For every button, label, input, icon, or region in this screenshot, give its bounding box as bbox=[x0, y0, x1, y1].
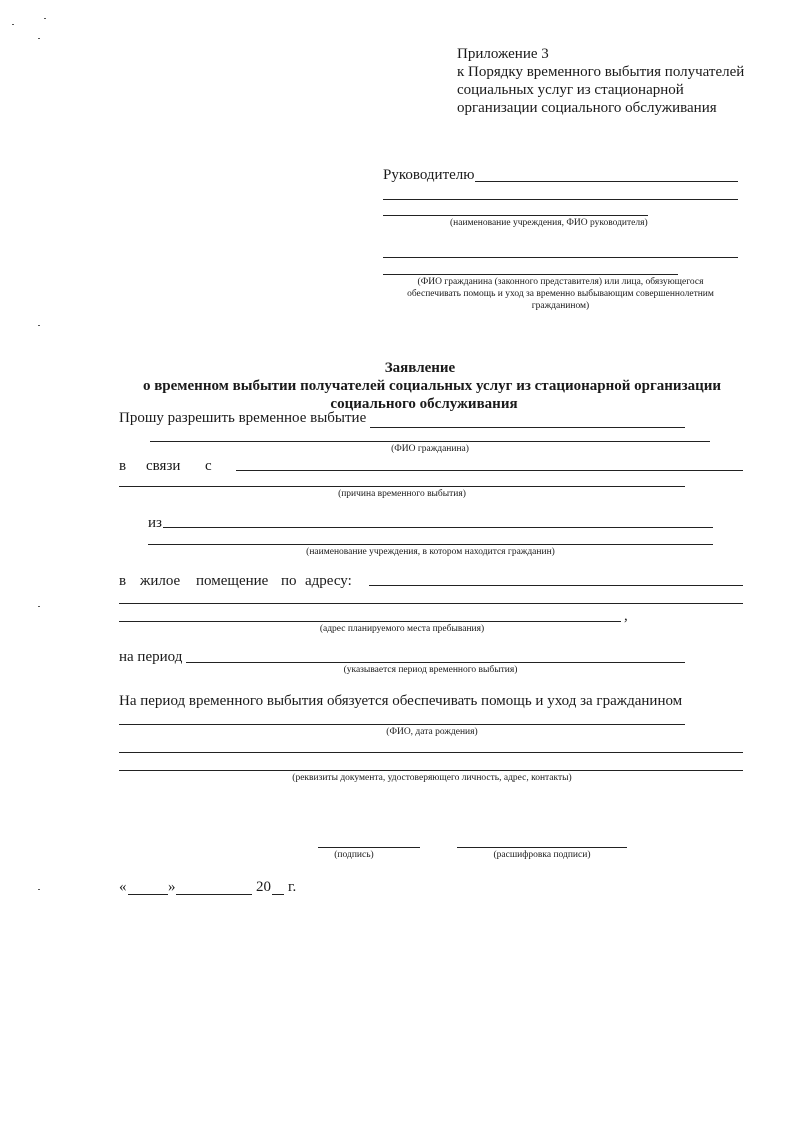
from-label: из bbox=[148, 515, 162, 531]
year-field[interactable] bbox=[272, 894, 284, 895]
to-word: адресу: bbox=[305, 573, 352, 589]
period-field[interactable] bbox=[186, 662, 685, 663]
title-line: социального обслуживания bbox=[330, 396, 518, 412]
to-word: в bbox=[119, 573, 127, 589]
title-line: Заявление bbox=[384, 360, 456, 376]
due-word: в bbox=[119, 458, 127, 474]
reason-field[interactable] bbox=[236, 470, 743, 471]
day-field[interactable] bbox=[128, 894, 168, 895]
field-hint: (реквизиты документа, удостоверяющего личность, адрес, контакты) bbox=[292, 773, 572, 783]
scan-speck bbox=[12, 24, 14, 25]
annex-line: социальных услуг из стационарной bbox=[457, 82, 684, 98]
year-prefix: 20 bbox=[256, 879, 271, 895]
address-comma: , bbox=[624, 608, 628, 624]
date-open-quote: « bbox=[119, 879, 127, 895]
applicant-field[interactable] bbox=[383, 274, 678, 275]
field-hint: (расшифровка подписи) bbox=[493, 850, 591, 860]
scan-speck bbox=[44, 18, 46, 19]
field-hint: гражданином) bbox=[531, 301, 590, 311]
address-field[interactable] bbox=[369, 585, 743, 586]
field-hint: (указывается период временного выбытия) bbox=[343, 665, 518, 675]
field-hint: (подпись) bbox=[334, 850, 374, 860]
caregiver-field[interactable] bbox=[119, 724, 685, 725]
due-word: с bbox=[205, 458, 212, 474]
addressee-field[interactable] bbox=[383, 199, 738, 200]
field-hint: (наименование учреждения, в котором находится гражданин) bbox=[306, 547, 555, 557]
care-label: На период временного выбытия обязуется обеспечивать помощь и уход за гражданином bbox=[119, 693, 683, 709]
month-field[interactable] bbox=[176, 894, 252, 895]
date-close-quote: » bbox=[168, 879, 176, 895]
field-hint: (причина временного выбытия) bbox=[338, 489, 466, 499]
citizen-field[interactable] bbox=[370, 427, 685, 428]
field-hint: (адрес планируемого места пребывания) bbox=[319, 624, 485, 634]
annex-line: организации социального обслуживания bbox=[457, 100, 717, 116]
addressee-field[interactable] bbox=[383, 215, 648, 216]
addressee-label: Руководителю bbox=[383, 167, 475, 183]
institution-field[interactable] bbox=[163, 527, 713, 528]
scan-speck bbox=[38, 38, 40, 39]
field-hint: (ФИО, дата рождения) bbox=[386, 727, 478, 737]
due-word: связи bbox=[146, 458, 181, 474]
field-hint: (наименование учреждения, ФИО руководителя) bbox=[450, 218, 648, 228]
to-word: помещение bbox=[196, 573, 269, 589]
signature-field[interactable] bbox=[318, 847, 420, 848]
period-label: на период bbox=[119, 649, 183, 665]
caregiver-document-field[interactable] bbox=[119, 752, 743, 753]
caregiver-document-field[interactable] bbox=[119, 770, 743, 771]
field-hint: обеспечивать помощь и уход за временно выбывающим совершеннолетним bbox=[407, 289, 714, 299]
reason-field[interactable] bbox=[119, 486, 685, 487]
address-field[interactable] bbox=[119, 603, 743, 604]
annex-line: Приложение 3 bbox=[457, 46, 549, 62]
to-word: по bbox=[281, 573, 297, 589]
applicant-field[interactable] bbox=[383, 257, 738, 258]
citizen-field[interactable] bbox=[150, 441, 710, 442]
to-word: жилое bbox=[140, 573, 181, 589]
scan-speck bbox=[38, 325, 40, 326]
request-label: Прошу разрешить временное выбытие bbox=[119, 410, 367, 426]
signature-decoding-field[interactable] bbox=[457, 847, 627, 848]
institution-field[interactable] bbox=[148, 544, 713, 545]
address-field[interactable] bbox=[119, 621, 621, 622]
addressee-field[interactable] bbox=[475, 181, 738, 182]
scan-speck bbox=[38, 606, 40, 607]
title-line: о временном выбытии получателей социальных услуг из стационарной организации bbox=[142, 378, 722, 394]
year-suffix: г. bbox=[288, 879, 297, 895]
annex-line: к Порядку временного выбытия получателей bbox=[457, 64, 745, 80]
field-hint: (ФИО гражданина (законного представителя) или лица, обязующегося bbox=[417, 277, 704, 287]
scan-speck bbox=[38, 889, 40, 890]
field-hint: (ФИО гражданина) bbox=[391, 444, 469, 454]
